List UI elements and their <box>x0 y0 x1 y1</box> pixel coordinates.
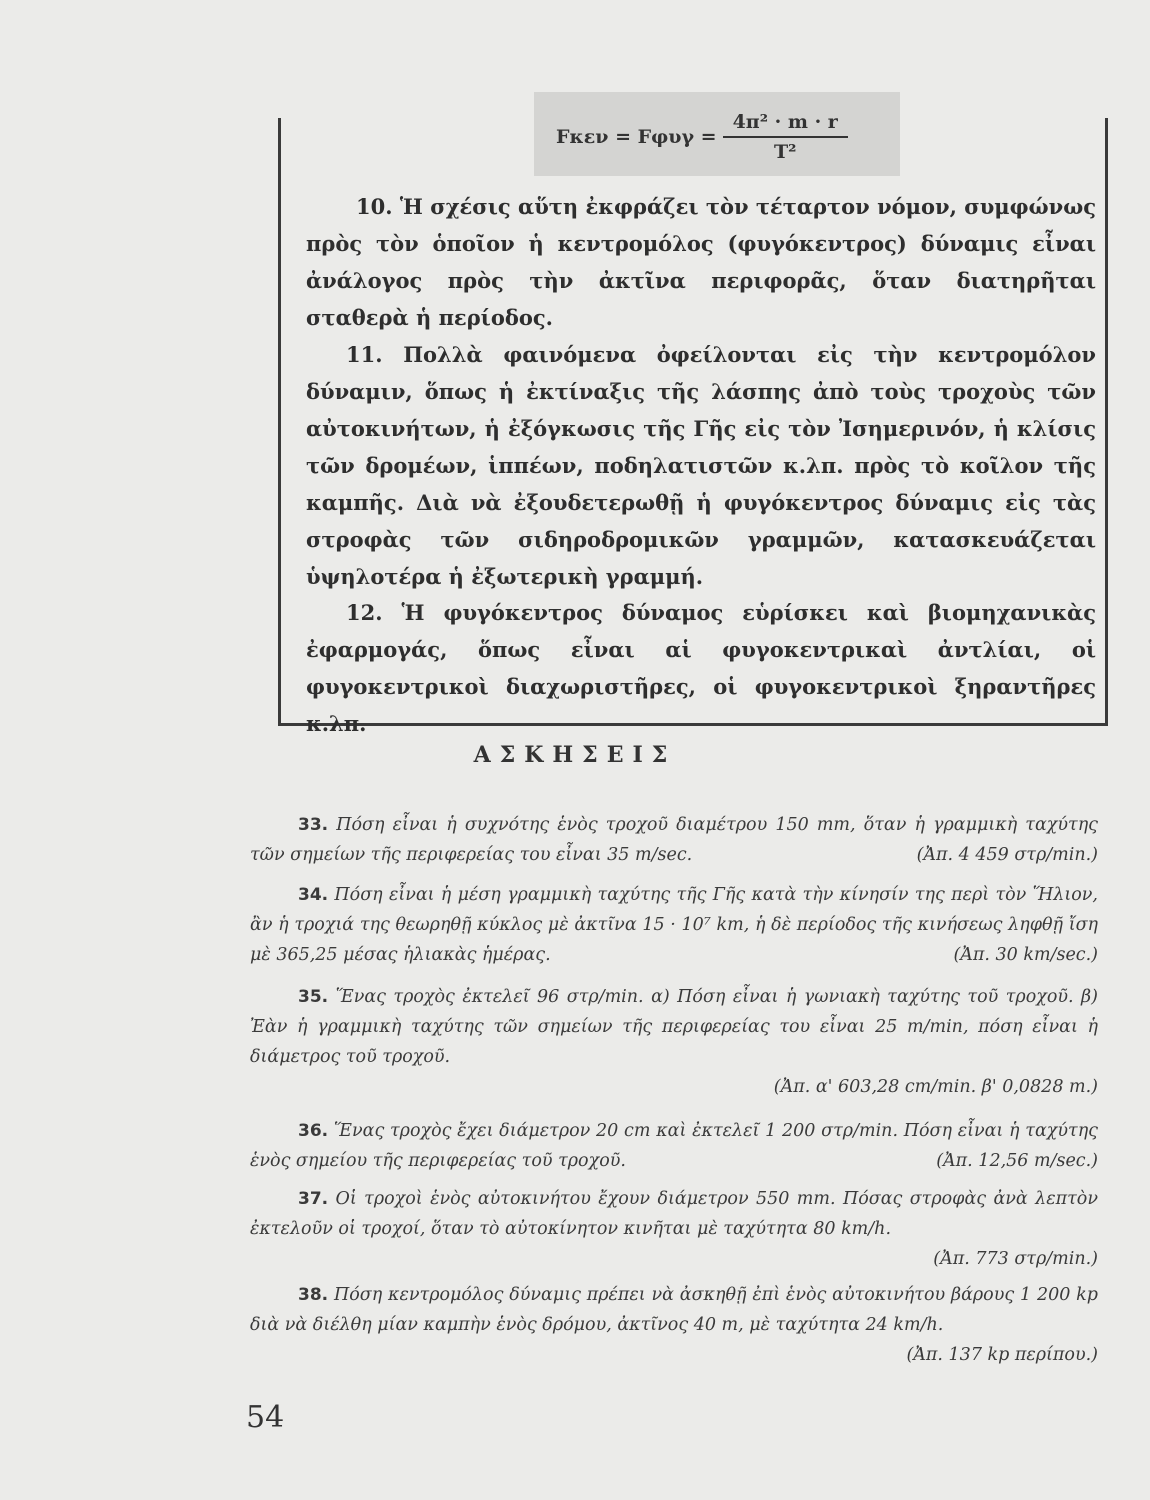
exercise-number: 35. <box>298 987 329 1007</box>
paragraph-number: 10. <box>356 194 393 219</box>
paragraph-text: Ἡ σχέσις αὕτη ἐκφράζει τὸν τέταρτον νόμον, συμφώνως πρὸς τὸν ὁποῖον ἡ κεντρομόλος (φυγόκεντρος) δύναμις εἶναι ἀνάλογος πρὸς τὴν ἀκτῖνα περιφορᾶς, ὅταν διατηρῆται σταθερὰ ἡ περίοδος. <box>306 194 1097 330</box>
exercise-answer: (Ἀπ. α' 603,28 cm/min. β' 0,0828 m.) <box>773 1077 1098 1097</box>
paragraph-text: Πολλὰ φαινόμενα ὀφείλονται εἰς τὴν κεντρομόλον δύναμιν, ὅπως ἡ ἐκτίναξις τῆς λάσπης ἀπὸ τοὺς τροχοὺς τῶν αὐτοκινήτων, ἡ ἐξόγκωσις τῆς Γῆς εἰς τὸν Ἰσημερινόν, ἡ κλίσις τῶν δρομέων, ἱππέων, ποδηλατιστῶν κ.λπ. πρὸς τὸ κοῖλον τῆς καμπῆς. Διὰ νὰ ἐξουδετερωθῇ ἡ φυγόκεντρος δύναμις εἰς τὰς στροφὰς τῶν σιδηροδρομικῶν γραμμῶν, κατασκευάζεται ὑψηλοτέρα ἡ ἐξωτερικὴ γραμμή. <box>306 342 1096 589</box>
paragraph-text: Ἡ φυγόκεντρος δύναμος εὑρίσκει καὶ βιομηχανικὰς ἐφαρμογάς, ὅπως εἶναι αἱ φυγοκεντρικαὶ ἀντλίαι, οἱ φυγοκεντρικοὶ διαχωριστῆρες, οἱ φυγοκεντρικοὶ ξηραντῆρες κ.λπ. <box>306 600 1097 736</box>
exercise-text: Ἕνας τροχὸς ἔχει διάμετρον 20 cm καὶ ἐκτελεῖ 1 200 στρ/min. Πόση εἶναι ἡ ταχύτης ἑνὸς σημείου τῆς περιφερείας τοῦ τροχοῦ. <box>250 1121 1098 1171</box>
exercise-answer: (Ἀπ. 137 kp περίπου.) <box>906 1345 1098 1365</box>
exercise-37 <box>250 1184 1098 1274</box>
exercise-number: 34. <box>298 885 329 905</box>
exercise-answer: (Ἀπ. 30 km/sec.) <box>953 945 1098 965</box>
formula-numerator: 4π² · m · r <box>723 111 848 138</box>
exercise-35 <box>250 982 1098 1102</box>
exercise-text: Πόση εἶναι ἡ μέση γραμμικὴ ταχύτης τῆς Γῆς κατὰ τὴν κίνησίν της περὶ τὸν Ἥλιον, ἂν ἡ τροχιά της θεωρηθῇ κύκλος μὲ ἀκτῖνα 15 · 10⁷ km, ἡ δὲ περίοδος τῆς κινήσεως ληφθῇ ἴση μὲ 365,25 μέσας ἡλιακὰς ἡμέρας. <box>250 885 1098 965</box>
exercise-text: Πόση εἶναι ἡ συχνότης ἑνὸς τροχοῦ διαμέτρου 150 mm, ὅταν ἡ γραμμικὴ ταχύτης τῶν σημείων τῆς περιφερείας του εἶναι 35 m/sec. <box>250 815 1098 865</box>
exercise-33 <box>250 810 1098 870</box>
exercise-text: Πόση κεντρομόλος δύναμις πρέπει νὰ ἀσκηθῇ ἐπὶ ἑνὸς αὐτοκινήτου βάρους 1 200 kp διὰ νὰ διέλθη μίαν καμπὴν ἑνὸς δρόμου, ἀκτῖνος 40 m, μὲ ταχύτητα 24 km/h. <box>250 1285 1098 1335</box>
exercise-36 <box>250 1116 1098 1176</box>
page-number: 54 <box>246 1400 285 1435</box>
exercises-heading: ΑΣΚΗΣΕΙΣ <box>473 742 677 768</box>
paragraph-number: 11. <box>346 342 383 367</box>
exercise-number: 36. <box>298 1121 329 1141</box>
formula-fraction <box>723 111 848 163</box>
exercise-number: 38. <box>298 1285 329 1305</box>
exercise-text: Οἱ τροχοὶ ἑνὸς αὐτοκινήτου ἔχουν διάμετρον 550 mm. Πόσας στροφὰς ἀνὰ λεπτὸν ἐκτελοῦν οἱ τροχοί, ὅταν τὸ αὐτοκίνητον κινῆται μὲ ταχύτητα 80 km/h. <box>250 1189 1098 1239</box>
centripetal-force-formula <box>556 106 848 168</box>
formula-lhs: Fκεν = Fφυγ = <box>556 126 717 148</box>
theory-paragraph-12 <box>306 594 1096 742</box>
exercise-answer: (Ἀπ. 12,56 m/sec.) <box>936 1151 1098 1171</box>
exercise-text: Ἕνας τροχὸς ἐκτελεῖ 96 στρ/min. α) Πόση εἶναι ἡ γωνιακὴ ταχύτης τοῦ τροχοῦ. β) Ἐὰν ἡ γραμμικὴ ταχύτης τῶν σημείων τῆς περιφερείας του εἶναι 25 m/min, πόση εἶναι ἡ διάμετρος τοῦ τροχοῦ. <box>250 987 1098 1067</box>
exercise-answer: (Ἀπ. 4 459 στρ/min.) <box>916 845 1098 865</box>
exercise-number: 37. <box>298 1189 329 1209</box>
theory-paragraph-10 <box>306 188 1096 336</box>
exercise-34 <box>250 880 1098 970</box>
formula-denominator: T² <box>773 141 797 163</box>
exercise-38 <box>250 1280 1098 1370</box>
exercise-number: 33. <box>298 815 329 835</box>
paragraph-number: 12. <box>346 600 383 625</box>
theory-paragraph-11 <box>306 336 1096 595</box>
exercise-answer: (Ἀπ. 773 στρ/min.) <box>933 1249 1098 1269</box>
